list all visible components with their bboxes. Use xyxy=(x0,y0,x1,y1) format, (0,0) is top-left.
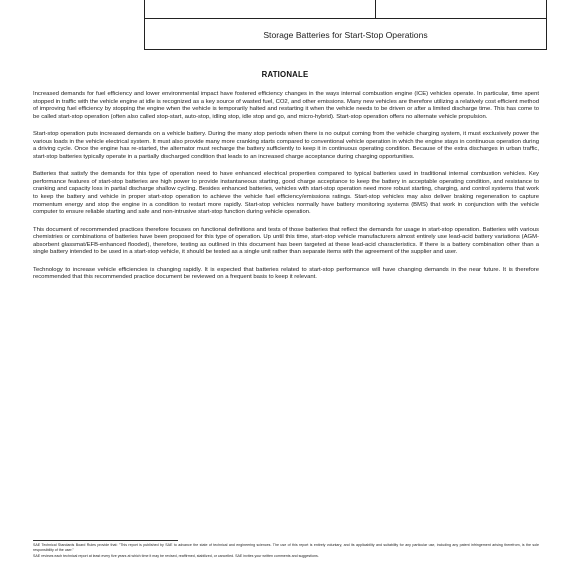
footer-line: SAE reviews each technical report at least every five years at which time it may be revised, reaffirmed, stabilized, or cancelled. SAE invites your written comments and suggestions. xyxy=(33,554,319,559)
document-title: Storage Batteries for Start-Stop Operations xyxy=(263,30,428,40)
header-cell-divider xyxy=(375,0,376,19)
footer-notes xyxy=(33,543,539,560)
section-heading: RATIONALE xyxy=(261,70,309,79)
paragraph: Batteries that satisfy the demands for this type of operation need to have enhanced electrical properties compared to typical batteries used in traditional internal combustion vehicles. Key performance features of start-stop batteries are high power to provide instantaneous starting, good charge acceptance to keep the battery in acceptable operating condition, and resistance to cranking and capacity loss in partial discharge shallow cycling. Besides enhanced batteries, vehicles with start-stop operation need more robust starting, charging, and control systems that work to keep the battery and vehicle in proper start-stop operation to achieve the vehicle fuel efficiency/emissions ratings. Start-stop vehicles may also deliver braking regeneration to capture momentum energy and stop the engine in a condition to restart more rapidly. Start-stop vehicles normally have battery monitoring systems (BMS) that work in conjunction with the vehicle computer to ensure reliable starting and safe and non-intrusive start-stop function during vehicle operation. xyxy=(33,171,539,216)
footer-line: SAE Technical Standards Board Rules provide that: "This report is published by SAE to advance the state of technical and engineering sciences. The use of this report is entirely voluntary, and its applicability and suitability for any particular use, including any patent infringement arising therefrom, is the sole responsibility of the user." xyxy=(33,543,539,552)
paragraph: Technology to increase vehicle efficiencies is changing rapidly. It is expected that batteries related to start-stop performance will have changing demands in the near future. It is therefore recommended that this recommended practice document be reviewed on a frequent basis to keep it relevant. xyxy=(33,266,539,281)
header-top-row xyxy=(145,0,546,19)
document-header-table xyxy=(144,0,547,50)
paragraph: Increased demands for fuel efficiency and lower environmental impact have fostered efficiency changes in the ways internal combustion engine (ICE) vehicles operate. In particular, time spent stopped in traffic with the vehicle engine at idle is recognized as a key source of wasted fuel, CO2, and other emissions. Many new vehicles are therefore utilizing a relatively cost efficient method of improving fuel efficiency by stopping the engine when the vehicle is temporarily halted and restarting it when the vehicle needs to be driven or after a limited discharge time. This has come to be called start-stop operation (often also called stop-start, auto-stop, idling stop, idle stop and go, and micro-hybrid). Start-stop operation offers no alternate vehicle propulsion. xyxy=(33,91,539,120)
footer-divider xyxy=(33,540,178,541)
paragraph: Start-stop operation puts increased demands on a vehicle battery. During the many stop periods when there is no output coming from the vehicle charging system, it must exclusively power the various loads in the vehicle electrical system. It must also provide many more cranking starts compared to conventional vehicle operation in which the engine stays in continuous operation during a driving cycle. Once the engine has re-started, the alternator must recharge the battery sufficiently to keep it in continuous operating condition. Because of the extra discharges in urban traffic, start-stop batteries typically operate in a partially discharged condition that leads to an increased charge acceptance during charging opportunities. xyxy=(33,131,539,160)
paragraph: This document of recommended practices therefore focuses on functional definitions and tests of those batteries that reflect the demands for usage in start-stop operation. Batteries with various chemistries or combinations of batteries have been proposed for this type of operation. Up until this time, start-stop vehicle manufacturers almost entirely use lead-acid battery variations (AGM-absorbent glassmat/EFB-enhanced flooded), therefore, testing as outlined in this document has been targeted at these lead-acid characteristics. If there is a battery combination other than a single battery intended to be used in a start-stop vehicle, it should be tested as a single unit rather than separate items with the agreement of the supplier and user. xyxy=(33,226,539,256)
document-body xyxy=(33,91,539,292)
